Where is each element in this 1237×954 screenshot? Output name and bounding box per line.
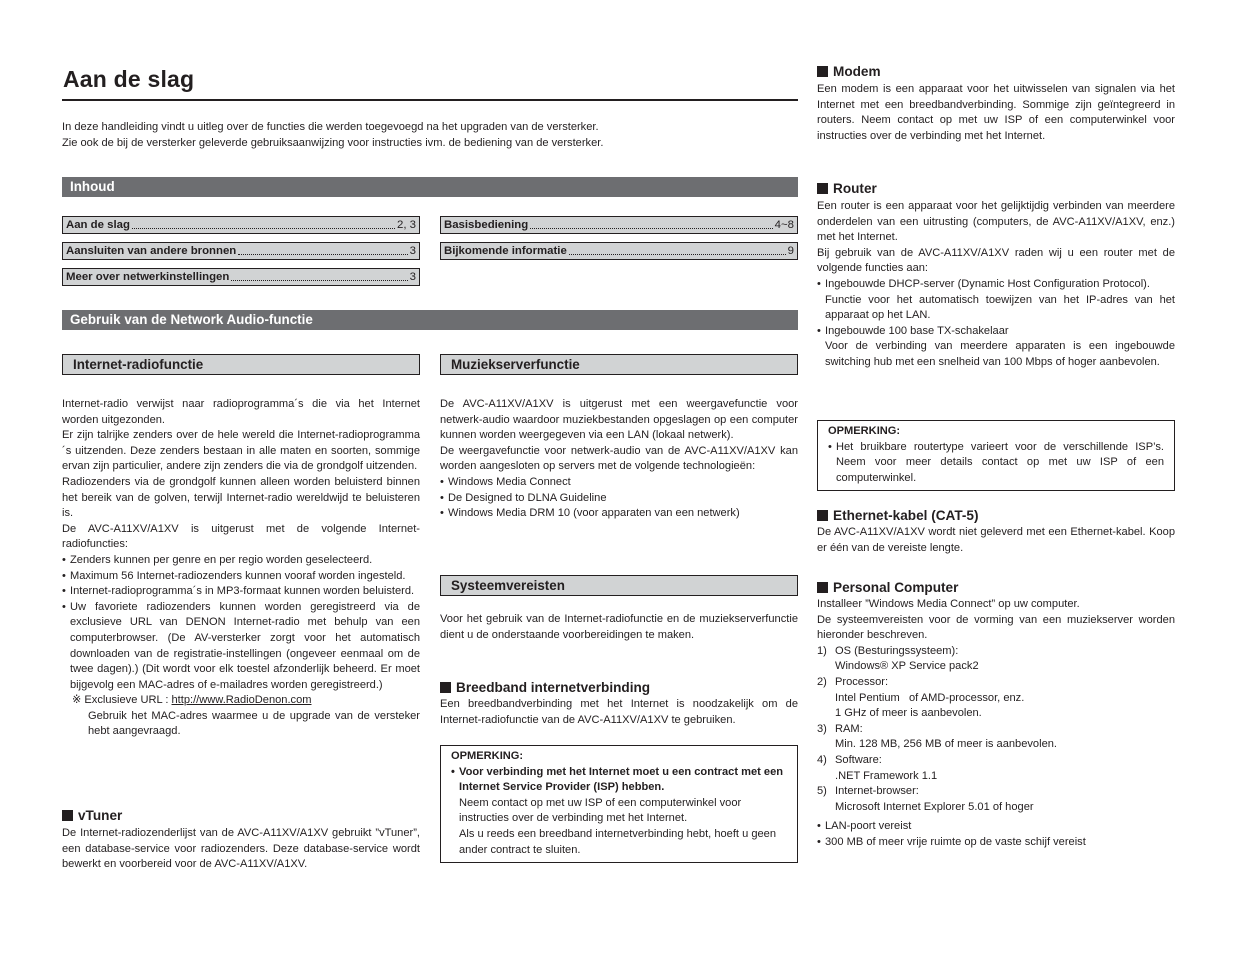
toc-label: Aan de slag: [66, 219, 130, 231]
system-req-text: Voor het gebruik van de Internet-radiofunctie en de muziekserverfunctie dient u de onderstaande voorbereidingen te maken.: [440, 613, 798, 641]
router-paragraph: Bij gebruik van de AVC-A11XV/A1XV raden wij u een router met de volgende functies aan:: [817, 246, 1175, 275]
music-server-header: Muziekserverfunctie: [440, 354, 798, 375]
toc-leader: [569, 254, 786, 255]
toc-page: 3: [409, 271, 416, 283]
list-item: [817, 784, 1175, 800]
toc-label: Aansluiten van andere bronnen: [66, 245, 237, 257]
router-feature-list: [817, 277, 1175, 371]
note-text: Als u reeds een breedband internetverbinding hebt, hoeft u geen ander contract te sluiten.: [459, 827, 777, 856]
music-tech-list: [440, 475, 798, 522]
toc-page: 9: [787, 245, 794, 257]
item-label: Processor:: [835, 675, 889, 688]
item-label: Internet-browser:: [835, 785, 919, 798]
radio-paragraph: De AVC-A11XV/A1XV is uitgerust met de volgende Internet-radiofuncties:: [62, 522, 420, 551]
intro-text: [62, 120, 798, 151]
router-title: Router: [833, 181, 877, 196]
radio-feature-list: [62, 553, 420, 693]
toc-leader: [132, 228, 395, 229]
toc-entry[interactable]: [62, 216, 420, 234]
title-rule: [62, 99, 798, 101]
list-item: [817, 753, 1175, 769]
item-detail: 1 GHz of meer is aanbevolen.: [835, 707, 982, 720]
modem-title: Modem: [833, 64, 881, 79]
network-audio-header: Gebruik van de Network Audio-functie: [62, 310, 798, 330]
square-bullet-icon: [817, 66, 828, 77]
toc-page: 4~8: [774, 219, 794, 231]
note-list: [451, 765, 787, 796]
toc-left: [62, 216, 420, 286]
system-req-header: Systeemvereisten: [440, 575, 798, 596]
pc-paragraph: De systeemvereisten voor de vorming van een muziekserver worden hieronder beschreven.: [817, 613, 1175, 642]
router-feature-detail: Voor de verbinding van meerdere apparaten is een ingebouwde switching hub met een snelheid van 100 Mbps of hoger aanbevolen.: [825, 340, 1175, 368]
list-item: • De Designed to DLNA Guideline: [440, 491, 798, 507]
toc-label: Bijkomende informatie: [444, 245, 567, 257]
square-bullet-icon: [817, 510, 828, 521]
router-note: [817, 420, 1175, 491]
list-item: • Maximum 56 Internet-radiozenders kunnen vooraf worden ingesteld.: [62, 569, 420, 585]
toc-entry[interactable]: [440, 216, 798, 234]
list-item: [817, 675, 1175, 691]
radio-header: Internet-radiofunctie: [62, 354, 420, 375]
broadband-heading: [440, 680, 650, 695]
router-paragraph: Een router is een apparaat voor het gelijktijdig verbinden van meerdere onderdelen van een uitrusting (computers, de AVC-A11XV/A1XV, enz.) met het Internet.: [817, 200, 1175, 244]
url-note: Gebruik het MAC-adres waarmee u de upgrade van de versteker hebt aangevraagd.: [88, 709, 420, 738]
radio-section: [62, 397, 420, 740]
square-bullet-icon: [440, 682, 451, 693]
music-paragraph: De weergavefunctie voor netwerk-audio van de AVC-A11XV/A1XV kan worden aangesloten op servers met de volgende technologieën:: [440, 444, 798, 473]
pc-section: [817, 597, 1175, 851]
item-number: 1): [817, 644, 827, 657]
music-paragraph: De AVC-A11XV/A1XV is uitgerust met een weergavefunctie voor netwerk-audio waardoor muziekbestanden opgeslagen op een computer kunnen worden weergegeven via een LAN (lokaal netwerk).: [440, 398, 798, 442]
list-item: [817, 277, 1175, 324]
item-number: 5): [817, 785, 827, 798]
pc-heading: [817, 580, 958, 595]
item-detail: Intel Pentium of AMD-processor, enz.: [835, 691, 1025, 704]
ethernet-heading: [817, 508, 979, 523]
modem-heading: [817, 64, 881, 79]
radiodenon-link[interactable]: http://www.RadioDenon.com: [171, 694, 312, 707]
ethernet-text: De AVC-A11XV/A1XV wordt niet geleverd met een Ethernet-kabel. Koop er één van de vereiste lengte.: [817, 526, 1175, 554]
note-title: OPMERKING:: [451, 750, 524, 762]
pc-requirements-list: [817, 644, 1175, 816]
item-number: 2): [817, 675, 827, 688]
item-number: 4): [817, 753, 827, 766]
broadband-title: Breedband internetverbinding: [456, 680, 651, 695]
item-detail: Min. 128 MB, 256 MB of meer is aanbevolen.: [835, 738, 1057, 751]
router-heading: [817, 181, 877, 196]
toc-page: 2, 3: [397, 219, 416, 231]
list-item: • Windows Media DRM 10 (voor apparaten van een netwerk): [440, 506, 798, 522]
music-server-section: [440, 397, 798, 522]
list-item: • Windows Media Connect: [440, 475, 798, 491]
list-item: • Zenders kunnen per genre en per regio worden geselecteerd.: [62, 553, 420, 569]
list-item: • LAN-poort vereist: [817, 819, 1175, 835]
list-item: • 300 MB of meer vrije ruimte op de vaste schijf vereist: [817, 835, 1175, 851]
router-feature: Ingebouwde DHCP-server (Dynamic Host Configuration Protocol).: [825, 277, 1150, 290]
square-bullet-icon: [62, 810, 73, 821]
toc-label: Basisbediening: [444, 219, 529, 231]
item-detail: .NET Framework 1.1: [835, 769, 938, 782]
url-line: [62, 693, 420, 709]
list-item: [817, 324, 1175, 371]
item-number: 3): [817, 722, 827, 735]
page-title: Aan de slag: [63, 66, 195, 92]
ethernet-title: Ethernet-kabel (CAT-5): [833, 508, 979, 523]
item-label: RAM:: [835, 722, 863, 735]
note-title: OPMERKING:: [828, 425, 901, 437]
note-list: [828, 440, 1164, 487]
intro-line: Zie ook de bij de versterker geleverde gebruiksaanwijzing voor instructies ivm. de bediening van de versterker.: [62, 136, 604, 149]
radio-paragraph: Internet-radio verwijst naar radioprogramma´s die via het Internet worden uitgezonden.: [62, 398, 420, 426]
toc-leader: [238, 254, 407, 255]
modem-text: Een modem is een apparaat voor het uitwisselen van signalen via het Internet met een breedbandverbinding. Sommige zijn geïntegreerd in routers. Neem contact op met uw ISP of een computerwinkel voor instructies over de verbinding met het Internet.: [817, 83, 1175, 142]
vtuner-title: vTuner: [78, 808, 123, 823]
list-item: [817, 722, 1175, 738]
url-prefix: ※ Exclusieve URL :: [72, 694, 172, 707]
toc-leader: [231, 280, 407, 281]
toc-entry[interactable]: [440, 242, 798, 260]
note-item: • Voor verbinding met het Internet moet u een contract met een Internet Service Provider (ISP) hebben.: [451, 765, 787, 796]
list-item: • Internet-radioprogramma´s in MP3-formaat kunnen worden beluisterd.: [62, 584, 420, 600]
note-text: Neem contact op met uw ISP of een computerwinkel voor instructies over de verbinding met het Internet.: [459, 796, 742, 825]
item-detail: Microsoft Internet Explorer 5.01 of hoger: [835, 800, 1034, 813]
broadband-text: Een breedbandverbinding met het Internet is noodzakelijk om de Internet-radiofunctie van de AVC-A11XV/A1XV te gebruiken.: [440, 698, 798, 726]
list-item: [817, 644, 1175, 660]
router-feature: Ingebouwde 100 base TX-schakelaar: [825, 324, 1009, 337]
router-section: [817, 199, 1175, 371]
note-item: • Het bruikbare routertype varieert voor de verschillende ISP’s. Neem voor meer details contact op met uw ISP of een computerwinkel.: [828, 440, 1164, 487]
toc-entry[interactable]: [62, 268, 420, 286]
radio-paragraph: Radiozenders via de grondgolf kunnen alleen worden beluisterd binnen het bereik van de golven, terwijl Internet-radio wereldwijd te beluisteren is.: [62, 475, 420, 520]
toc-leader: [530, 228, 772, 229]
pc-extra-list: [817, 819, 1175, 850]
vtuner-heading: [62, 808, 122, 823]
pc-paragraph: Installeer ”Windows Media Connect” op uw computer.: [817, 598, 1080, 610]
item-label: OS (Besturingssysteem):: [835, 644, 959, 657]
pc-title: Personal Computer: [833, 580, 959, 595]
toc-label: Meer over netwerkinstellingen: [66, 271, 230, 283]
broadband-note: [440, 745, 798, 863]
square-bullet-icon: [817, 582, 828, 593]
toc-page: 3: [409, 245, 416, 257]
list-item: • Uw favoriete radiozenders kunnen worden geregistreerd via de exclusieve URL van DENON Internet-radio met behulp van een computerbrowser. (De AV-versterker zorgt voor het automatisch downloaden van de registratie-instellingen (ongeveer eenmaal om de twee dagen).) (Dit wordt voor elk toestel afzonderlijk beheerd. Er moet bijgevolg een MAC-adres of e-mailadres worden geregistreerd.): [62, 600, 420, 694]
square-bullet-icon: [817, 183, 828, 194]
radio-paragraph: Er zijn talrijke zenders over de hele wereld die Internet-radioprogramma´s uitzenden. Deze zenders bestaan in alle maten en soorten, sommige ervan zijn particulier, andere zijn zenders die via de grondgolf uitzenden.: [62, 429, 420, 473]
intro-line: In deze handleiding vindt u uitleg over de functies die werden toegevoegd na het upgraden van de versterker.: [62, 121, 599, 133]
toc-right: [440, 216, 798, 260]
item-label: Software:: [835, 753, 882, 766]
router-feature-detail: Functie voor het automatisch toewijzen van het IP-adres van het apparaat op het LAN.: [825, 293, 1175, 322]
toc-entry[interactable]: [62, 242, 420, 260]
vtuner-text: De Internet-radiozenderlijst van de AVC-A11XV/A1XV gebruikt ”vTuner”, een database-service voor radiozenders. Deze database-service wordt bewerkt en voorbereid voor de AVC-A11XV/A1XV.: [62, 827, 420, 871]
item-detail: Windows® XP Service pack2: [835, 660, 979, 673]
toc-header: Inhoud: [62, 177, 798, 197]
